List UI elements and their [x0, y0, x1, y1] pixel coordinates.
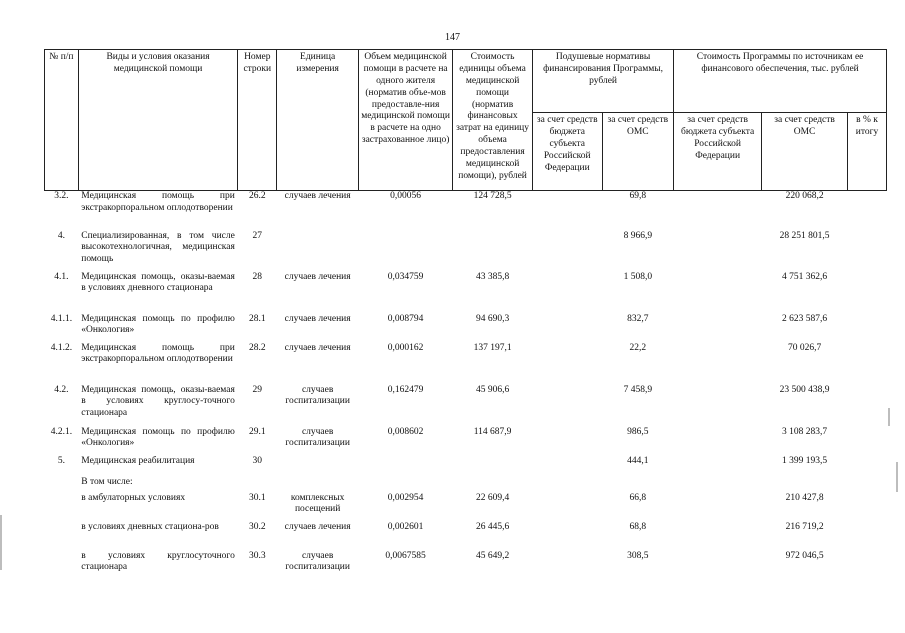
- cell-name: Медицинская помощь, оказы-ваемая в условиях дневного стационара: [81, 271, 235, 294]
- cell-num: [45, 551, 79, 580]
- header-cost: Стоимость единицы объема медицинской помощи (норматив финансовых затрат на единицу объема предоставления медицинской помощи), рублей: [453, 50, 533, 191]
- cell-per-capita-budget: [532, 272, 602, 314]
- header-program-oms: за счет средств ОМС: [762, 113, 848, 191]
- cell-program-oms: 4 751 362,6: [782, 271, 828, 282]
- cell-volume: 0,00056: [390, 191, 422, 201]
- cell-num: 4.1.: [54, 271, 69, 282]
- cell-name: в амбулаторных условиях: [81, 492, 186, 503]
- cell-program-budget: [674, 493, 762, 522]
- cell-volume: 0,162479: [387, 384, 424, 395]
- cell-cost: [453, 231, 533, 272]
- cell-per-capita-oms: 22,2: [629, 342, 647, 353]
- cell-per-capita-budget: [532, 427, 602, 456]
- cell-volume: 0,000162: [387, 342, 424, 353]
- cell-per-capita-oms: [602, 477, 674, 493]
- cell-program-oms: 220 068,2: [785, 191, 824, 201]
- table-row: [45, 343, 887, 385]
- cell-program-oms: 28 251 801,5: [779, 230, 830, 241]
- table-row: [45, 477, 887, 493]
- cell-volume: 0,008602: [387, 426, 424, 437]
- cell-volume: [359, 231, 453, 272]
- cell-cost: 124 728,5: [473, 191, 512, 201]
- cell-num: 4.1.1.: [50, 313, 73, 324]
- cell-line: 30.2: [248, 521, 266, 532]
- cell-name: в условиях круглосуточного стационара: [81, 550, 235, 573]
- table-row: [45, 385, 887, 427]
- cell-program-budget: [674, 427, 762, 456]
- cell-program-pct: [848, 522, 887, 551]
- header-per-capita: Подушевые нормативы финансирования Программы, рублей: [532, 50, 673, 113]
- cell-per-capita-oms: 66,8: [629, 492, 647, 503]
- cell-line: 30.3: [248, 550, 266, 561]
- table-body: [45, 191, 887, 580]
- cell-cost: 114 687,9: [473, 426, 512, 437]
- table-row: [45, 551, 887, 580]
- cell-program-pct: [848, 385, 887, 427]
- cell-program-budget: [674, 343, 762, 385]
- cell-unit: случаев лечения: [284, 271, 351, 282]
- cell-program-pct: [848, 456, 887, 477]
- cell-per-capita-oms: 308,5: [627, 550, 649, 561]
- cell-program-pct: [848, 343, 887, 385]
- cell-line: 28.2: [248, 342, 266, 353]
- cell-program-budget: [674, 385, 762, 427]
- table-row: [45, 231, 887, 272]
- page-number: 147: [445, 32, 460, 43]
- cell-program-oms: [762, 477, 848, 493]
- cell-unit: случаев госпитализации: [285, 426, 350, 449]
- cell-per-capita-budget: [532, 191, 602, 231]
- cell-cost: 45 906,6: [475, 384, 510, 395]
- cell-line: 29: [252, 384, 263, 395]
- cell-unit: случаев госпитализации: [285, 550, 350, 573]
- cell-line: 27: [252, 230, 263, 241]
- cell-cost: 45 649,2: [475, 550, 510, 561]
- cell-program-budget: [674, 522, 762, 551]
- cell-per-capita-oms: 1 508,0: [623, 271, 653, 282]
- table-row: [45, 493, 887, 522]
- header-unit: Единица измерения: [277, 50, 359, 191]
- cell-per-capita-budget: [532, 493, 602, 522]
- cell-per-capita-budget: [532, 231, 602, 272]
- cell-per-capita-budget: [532, 551, 602, 580]
- table-row: [45, 272, 887, 314]
- cell-cost: [453, 456, 533, 477]
- cell-program-oms: 3 108 283,7: [782, 426, 828, 437]
- cell-program-pct: [848, 231, 887, 272]
- cell-cost: 43 385,8: [475, 271, 510, 282]
- cell-line: 28.1: [248, 313, 266, 324]
- cell-volume: 0,034759: [387, 271, 424, 282]
- cell-unit: случаев госпитализации: [285, 384, 350, 407]
- cell-volume: 0,002601: [387, 521, 424, 532]
- cell-num: 4.2.1.: [50, 426, 73, 437]
- scan-mark: [888, 408, 890, 426]
- cell-unit: случаев лечения: [284, 191, 351, 201]
- header-per-capita-budget: за счет средств бюджета субъекта Российской Федерации: [532, 113, 602, 191]
- cell-per-capita-oms: 68,8: [629, 521, 647, 532]
- cell-program-oms: 1 399 193,5: [782, 455, 828, 466]
- cell-program-oms: 2 623 587,6: [782, 313, 828, 324]
- cell-num: [45, 522, 79, 551]
- cell-num: 3.2.: [54, 191, 69, 201]
- cell-unit: [277, 231, 359, 272]
- scan-mark: [0, 515, 2, 570]
- cell-num: 4.1.2.: [50, 342, 73, 353]
- cell-program-oms: 23 500 438,9: [779, 384, 830, 395]
- cell-program-pct: [848, 551, 887, 580]
- table-header: [45, 50, 887, 191]
- cell-per-capita-oms: 69,8: [629, 191, 647, 201]
- header-program-budget: за счет средств бюджета субъекта Российской Федерации: [674, 113, 762, 191]
- cell-per-capita-budget: [532, 477, 602, 493]
- cell-program-pct: [848, 493, 887, 522]
- cell-num: 4.2.: [54, 384, 69, 395]
- financing-table: [44, 49, 887, 580]
- cell-per-capita-budget: [532, 385, 602, 427]
- cell-volume: 0,008794: [387, 313, 424, 324]
- cell-line: [238, 477, 277, 493]
- cell-name: Специализированная, в том числе высокотехнологичная, медицинская помощь: [81, 230, 235, 265]
- cell-num: 4.: [57, 230, 65, 241]
- cell-unit: [277, 456, 359, 477]
- cell-cost: 26 445,6: [475, 521, 510, 532]
- header-program-pct: в % к итогу: [848, 113, 887, 191]
- cell-per-capita-budget: [532, 314, 602, 343]
- cell-per-capita-budget: [532, 343, 602, 385]
- cell-per-capita-oms: 7 458,9: [623, 384, 653, 395]
- cell-program-oms: 210 427,8: [785, 492, 824, 503]
- cell-name: В том числе:: [81, 476, 133, 487]
- header-num: № п/п: [45, 50, 79, 191]
- cell-num: [45, 493, 79, 522]
- cell-name: Медицинская помощь, оказы-ваемая в условиях круглосу-точного стационара: [81, 384, 235, 419]
- cell-num: 5.: [57, 455, 65, 466]
- cell-volume: 0,0067585: [385, 550, 426, 561]
- cell-num: [45, 477, 79, 493]
- cell-cost: 94 690,3: [475, 313, 510, 324]
- cell-program-budget: [674, 477, 762, 493]
- cell-unit: комплексных посещений: [290, 492, 345, 515]
- cell-per-capita-budget: [532, 522, 602, 551]
- header-volume: Объем медицинской помощи в расчете на одного жителя (норматив объе-мов предоставле-ния медицинской помощи в расчете на одно застрахованное лицо): [359, 50, 453, 191]
- cell-per-capita-oms: 832,7: [627, 313, 649, 324]
- cell-program-oms: 70 026,7: [787, 342, 822, 353]
- cell-per-capita-oms: 8 966,9: [623, 230, 653, 241]
- cell-program-budget: [674, 551, 762, 580]
- cell-line: 29.1: [248, 426, 266, 437]
- cell-unit: случаев лечения: [284, 521, 351, 532]
- cell-volume: 0,002954: [387, 492, 424, 503]
- cell-per-capita-oms: 986,5: [627, 426, 649, 437]
- cell-name: Медицинская реабилитация: [81, 455, 195, 466]
- cell-per-capita-budget: [532, 456, 602, 477]
- cell-program-pct: [848, 191, 887, 231]
- cell-program-pct: [848, 427, 887, 456]
- cell-line: 28: [252, 271, 263, 282]
- table-row: [45, 456, 887, 477]
- cell-per-capita-oms: 444,1: [627, 455, 649, 466]
- header-program-cost: Стоимость Программы по источникам ее финансового обеспечения, тыс. рублей: [674, 50, 887, 113]
- cell-program-oms: 972 046,5: [785, 550, 824, 561]
- cell-program-pct: [848, 314, 887, 343]
- cell-name: Медицинская помощь по профилю «Онкология»: [81, 313, 235, 336]
- cell-unit: случаев лечения: [284, 313, 351, 324]
- cell-program-oms: 216 719,2: [785, 521, 824, 532]
- cell-name: Медицинская помощь при экстракорпоральном оплодотворении: [81, 342, 235, 365]
- cell-line: 30.1: [248, 492, 266, 503]
- cell-program-budget: [674, 191, 762, 231]
- cell-line: 26.2: [248, 191, 266, 201]
- cell-program-pct: [848, 272, 887, 314]
- table-row: [45, 314, 887, 343]
- cell-line: 30: [252, 455, 263, 466]
- cell-program-budget: [674, 314, 762, 343]
- cell-program-budget: [674, 456, 762, 477]
- table-row: [45, 522, 887, 551]
- cell-cost: [453, 477, 533, 493]
- table-row: [45, 427, 887, 456]
- table-row: [45, 191, 887, 231]
- cell-program-budget: [674, 231, 762, 272]
- cell-volume: [359, 456, 453, 477]
- cell-program-pct: [848, 477, 887, 493]
- cell-cost: 137 197,1: [473, 342, 512, 353]
- cell-name: Медицинская помощь при экстракорпоральном оплодотворении: [81, 191, 235, 213]
- scan-mark: [896, 462, 898, 492]
- cell-unit: [277, 477, 359, 493]
- cell-name: в условиях дневных стациона-ров: [81, 521, 219, 532]
- header-name: Виды и условия оказания медицинской помощи: [78, 50, 238, 191]
- cell-cost: 22 609,4: [475, 492, 510, 503]
- cell-program-budget: [674, 272, 762, 314]
- cell-unit: случаев лечения: [284, 342, 351, 353]
- cell-name: Медицинская помощь по профилю «Онкология»: [81, 426, 235, 449]
- header-per-capita-oms: за счет средств ОМС: [602, 113, 674, 191]
- cell-volume: [359, 477, 453, 493]
- header-line: Номер строки: [238, 50, 277, 191]
